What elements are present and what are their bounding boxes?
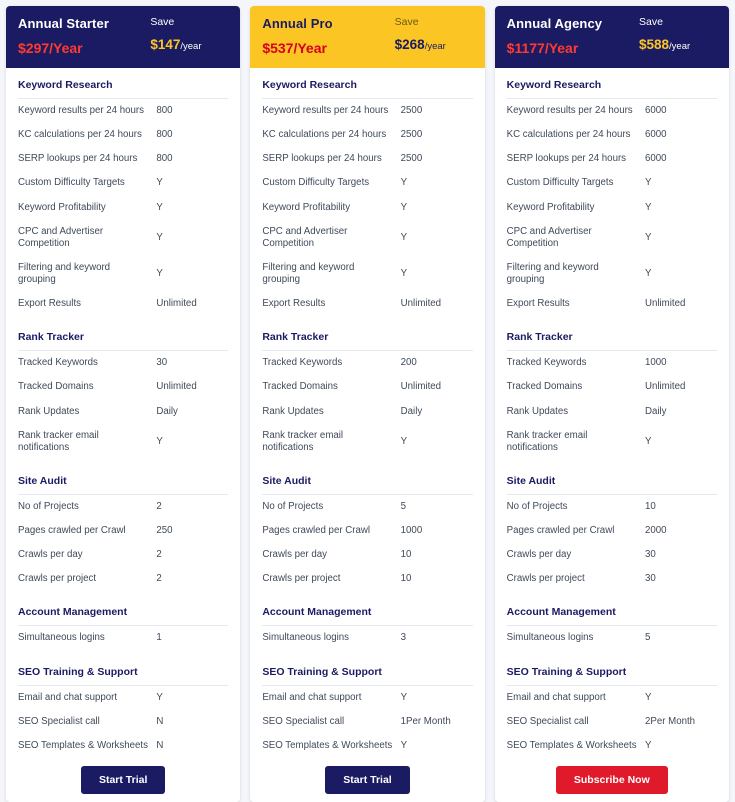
feature-value: 3 xyxy=(400,632,407,644)
feature-row xyxy=(507,351,717,375)
feature-value: N xyxy=(156,739,164,751)
feature-row xyxy=(507,196,717,220)
feature-row xyxy=(507,99,717,123)
feature-value: Y xyxy=(644,231,652,243)
feature-label: Simultaneous logins xyxy=(506,632,594,644)
feature-row xyxy=(18,147,228,171)
feature-label: Crawls per project xyxy=(18,573,97,585)
feature-label: Pages crawled per Crawl xyxy=(506,525,615,536)
plan-price: $1177/Year xyxy=(506,40,579,56)
feature-value: 2500 xyxy=(400,153,423,165)
feature-value: Y xyxy=(156,691,163,703)
feature-row xyxy=(262,734,472,758)
feature-section xyxy=(495,464,729,592)
feature-section xyxy=(495,320,729,460)
plan-price: $537/Year xyxy=(262,40,327,56)
feature-label: Rank tracker email notifications xyxy=(506,429,588,453)
feature-row xyxy=(262,567,472,591)
feature-value: 6000 xyxy=(644,105,667,116)
feature-label: Crawls per project xyxy=(506,573,585,585)
feature-row xyxy=(18,196,228,220)
feature-row xyxy=(18,375,228,399)
feature-section-title: Site Audit xyxy=(262,464,472,495)
feature-row xyxy=(507,734,717,758)
feature-section-title: Rank Tracker xyxy=(507,320,717,351)
feature-value: 2 xyxy=(156,500,162,512)
feature-label: Custom Difficulty Targets xyxy=(506,177,614,189)
feature-section-title: Site Audit xyxy=(18,464,228,495)
feature-label: Pages crawled per Crawl xyxy=(18,525,126,536)
feature-label: Filtering and keyword grouping xyxy=(506,261,599,285)
feature-section xyxy=(6,595,240,650)
plan-header-right xyxy=(395,16,473,52)
feature-value: Y xyxy=(156,267,163,279)
feature-row xyxy=(507,543,717,567)
plan-save-label: Save xyxy=(638,16,663,28)
feature-label: No of Projects xyxy=(506,500,568,512)
feature-value: Y xyxy=(400,267,408,279)
feature-label: Tracked Domains xyxy=(506,381,583,393)
plan-save-period: /year xyxy=(669,41,691,52)
feature-label: Tracked Keywords xyxy=(18,357,98,369)
pricing-plan-card xyxy=(6,6,240,802)
feature-label: Custom Difficulty Targets xyxy=(18,177,125,189)
feature-label: Tracked Domains xyxy=(18,381,94,393)
feature-row xyxy=(507,375,717,399)
feature-row xyxy=(262,171,472,195)
feature-value: 2Per Month xyxy=(644,715,696,727)
feature-value: Y xyxy=(644,177,652,189)
feature-section-title: Account Management xyxy=(262,595,472,626)
feature-value: 6000 xyxy=(644,153,667,165)
feature-label: Crawls per day xyxy=(506,549,572,561)
feature-section xyxy=(495,595,729,650)
feature-row xyxy=(262,196,472,220)
feature-value: Y xyxy=(644,739,652,751)
feature-label: Rank tracker email notifications xyxy=(18,429,99,453)
feature-value: 1Per Month xyxy=(400,715,451,727)
feature-row xyxy=(18,99,228,123)
feature-value: 30 xyxy=(644,549,656,561)
feature-label: SEO Templates & Worksheets xyxy=(506,739,637,751)
feature-row xyxy=(507,686,717,710)
feature-section-title: Account Management xyxy=(18,595,228,626)
feature-row xyxy=(18,710,228,734)
feature-label: Simultaneous logins xyxy=(262,632,350,644)
feature-label: Tracked Keywords xyxy=(506,357,587,369)
feature-row xyxy=(18,626,228,650)
feature-label: SERP lookups per 24 hours xyxy=(262,153,382,165)
feature-section-title: Keyword Research xyxy=(18,68,228,99)
feature-label: Keyword Profitability xyxy=(506,201,595,213)
feature-row xyxy=(507,567,717,591)
plan-header xyxy=(6,6,240,68)
feature-value: 6000 xyxy=(644,129,667,141)
feature-label: Pages crawled per Crawl xyxy=(262,525,371,536)
feature-value: 800 xyxy=(156,129,173,141)
feature-label: Email and chat support xyxy=(18,691,118,703)
feature-label: Keyword Profitability xyxy=(18,201,106,213)
feature-row xyxy=(262,519,472,543)
feature-label: CPC and Advertiser Competition xyxy=(18,225,104,249)
feature-section xyxy=(6,320,240,460)
feature-label: Export Results xyxy=(18,298,81,310)
feature-label: SEO Specialist call xyxy=(262,715,345,727)
plan-save-amount xyxy=(150,37,201,52)
feature-row xyxy=(262,495,472,519)
feature-value: Daily xyxy=(644,405,667,417)
feature-label: SEO Specialist call xyxy=(506,715,589,727)
feature-label: Keyword Profitability xyxy=(262,201,351,213)
feature-value: Unlimited xyxy=(644,298,686,310)
feature-label: Export Results xyxy=(262,298,326,310)
feature-value: Daily xyxy=(400,405,423,417)
feature-section-title: Rank Tracker xyxy=(18,320,228,351)
feature-row xyxy=(507,519,717,543)
feature-label: Keyword results per 24 hours xyxy=(262,105,389,116)
feature-value: Unlimited xyxy=(156,381,197,393)
feature-row xyxy=(507,256,717,292)
feature-value: 10 xyxy=(644,500,656,512)
feature-row xyxy=(18,400,228,424)
feature-row xyxy=(262,543,472,567)
feature-row xyxy=(262,710,472,734)
feature-value: Unlimited xyxy=(644,381,686,393)
plan-save-amount-value: $268 xyxy=(394,37,425,52)
feature-section xyxy=(495,655,729,758)
feature-row xyxy=(507,400,717,424)
feature-row xyxy=(18,519,228,543)
feature-value: Daily xyxy=(156,405,178,417)
plan-save-amount-value: $588 xyxy=(638,37,670,52)
feature-label: Tracked Domains xyxy=(262,381,338,393)
feature-label: No of Projects xyxy=(262,500,324,512)
plan-header xyxy=(250,6,484,68)
feature-label: Custom Difficulty Targets xyxy=(262,177,370,189)
feature-value: Y xyxy=(644,691,652,703)
feature-row xyxy=(262,123,472,147)
feature-label: KC calculations per 24 hours xyxy=(18,129,142,141)
feature-value: Y xyxy=(400,691,408,703)
feature-label: Email and chat support xyxy=(262,691,362,703)
feature-value: 800 xyxy=(156,105,173,116)
feature-label: Keyword results per 24 hours xyxy=(18,105,144,116)
feature-value: 10 xyxy=(400,573,412,585)
feature-value: Y xyxy=(400,739,408,751)
feature-label: Keyword results per 24 hours xyxy=(506,105,633,116)
feature-row xyxy=(18,351,228,375)
plan-cta-container xyxy=(6,766,240,794)
feature-value: 1000 xyxy=(644,357,667,369)
feature-section xyxy=(250,464,484,592)
feature-value: 30 xyxy=(644,573,656,585)
plan-header-left xyxy=(262,16,332,56)
feature-row xyxy=(18,424,228,460)
plan-header-right xyxy=(150,16,228,52)
feature-row xyxy=(507,220,717,256)
feature-value: Y xyxy=(400,177,408,189)
plan-save-label: Save xyxy=(394,16,419,28)
feature-row xyxy=(507,147,717,171)
feature-row xyxy=(507,626,717,650)
feature-label: Crawls per project xyxy=(262,573,341,585)
feature-label: CPC and Advertiser Competition xyxy=(262,225,348,249)
feature-label: Rank Updates xyxy=(506,405,569,417)
feature-section xyxy=(250,320,484,460)
plan-header-right xyxy=(639,16,717,52)
pricing-plan-card xyxy=(495,6,729,802)
feature-value: Y xyxy=(400,201,408,213)
feature-section-title: SEO Training & Support xyxy=(262,655,472,686)
feature-row xyxy=(18,292,228,316)
plan-price: $297/Year xyxy=(18,40,83,56)
feature-row xyxy=(18,567,228,591)
feature-value: 5 xyxy=(644,632,651,644)
feature-value: 200 xyxy=(400,357,417,369)
feature-row xyxy=(18,734,228,758)
feature-section-title: Site Audit xyxy=(507,464,717,495)
feature-value: Y xyxy=(156,201,163,213)
feature-section-title: Rank Tracker xyxy=(262,320,472,351)
feature-label: KC calculations per 24 hours xyxy=(262,129,387,141)
feature-label: Rank tracker email notifications xyxy=(262,429,344,453)
feature-row xyxy=(262,686,472,710)
feature-value: Y xyxy=(156,435,163,447)
feature-value: 1000 xyxy=(400,525,423,536)
feature-section-title: Keyword Research xyxy=(507,68,717,99)
plan-save-period: /year xyxy=(180,41,202,52)
plan-save-amount xyxy=(639,37,690,52)
feature-section xyxy=(250,655,484,758)
feature-row xyxy=(262,626,472,650)
feature-value: 800 xyxy=(156,153,173,165)
feature-row xyxy=(507,424,717,460)
feature-value: Unlimited xyxy=(400,381,442,393)
feature-section-title: SEO Training & Support xyxy=(18,655,228,686)
feature-value: 1 xyxy=(156,632,162,644)
feature-section xyxy=(6,464,240,592)
subscribe-now-button[interactable]: Subscribe Now xyxy=(556,766,668,794)
feature-value: 2 xyxy=(156,549,162,561)
feature-label: SERP lookups per 24 hours xyxy=(18,153,138,165)
feature-row xyxy=(262,147,472,171)
feature-row xyxy=(18,171,228,195)
feature-value: Y xyxy=(156,231,163,243)
feature-row xyxy=(262,375,472,399)
feature-value: Y xyxy=(156,177,163,189)
plan-save-amount-value: $147 xyxy=(150,37,181,52)
feature-value: Y xyxy=(644,267,652,279)
feature-label: Rank Updates xyxy=(262,405,324,417)
feature-row xyxy=(18,686,228,710)
feature-section-title: SEO Training & Support xyxy=(507,655,717,686)
feature-value: 250 xyxy=(156,525,173,536)
start-trial-button[interactable]: Start Trial xyxy=(81,766,165,794)
plan-save-amount xyxy=(395,37,446,52)
start-trial-button[interactable]: Start Trial xyxy=(325,766,409,794)
feature-label: Crawls per day xyxy=(262,549,327,561)
feature-row xyxy=(18,220,228,256)
feature-row xyxy=(18,495,228,519)
plan-save-period: /year xyxy=(424,41,446,52)
feature-value: 30 xyxy=(156,357,168,369)
feature-value: 2500 xyxy=(400,129,423,141)
feature-label: Tracked Keywords xyxy=(262,357,343,369)
feature-row xyxy=(507,171,717,195)
plan-cta-container xyxy=(495,766,729,794)
feature-section-title: Account Management xyxy=(507,595,717,626)
feature-row xyxy=(262,424,472,460)
feature-row xyxy=(18,123,228,147)
feature-value: 2 xyxy=(156,573,162,585)
feature-section xyxy=(250,595,484,650)
pricing-plan-card xyxy=(250,6,484,802)
feature-value: Y xyxy=(644,201,652,213)
feature-label: Simultaneous logins xyxy=(18,632,105,644)
plan-header-left xyxy=(18,16,109,56)
feature-row xyxy=(507,710,717,734)
feature-row xyxy=(507,292,717,316)
plan-name: Annual Pro xyxy=(262,16,333,31)
feature-row xyxy=(18,543,228,567)
feature-row xyxy=(18,256,228,292)
feature-label: SEO Specialist call xyxy=(18,715,100,727)
feature-row xyxy=(262,351,472,375)
feature-section xyxy=(6,68,240,316)
plan-save-label: Save xyxy=(150,16,175,28)
feature-section xyxy=(250,68,484,316)
plan-name: Annual Starter xyxy=(18,16,109,31)
feature-section xyxy=(6,655,240,758)
feature-value: 2500 xyxy=(400,105,423,116)
feature-label: CPC and Advertiser Competition xyxy=(506,225,592,249)
feature-row xyxy=(507,495,717,519)
feature-label: No of Projects xyxy=(18,500,79,512)
feature-row xyxy=(262,292,472,316)
feature-label: SEO Templates & Worksheets xyxy=(18,739,148,751)
feature-label: Rank Updates xyxy=(18,405,80,417)
feature-value: Y xyxy=(400,435,408,447)
feature-row xyxy=(507,123,717,147)
feature-value: N xyxy=(156,715,164,727)
feature-section xyxy=(495,68,729,316)
feature-label: Filtering and keyword grouping xyxy=(18,261,111,285)
feature-value: 10 xyxy=(400,549,412,561)
feature-row xyxy=(262,256,472,292)
feature-value: Unlimited xyxy=(156,298,197,310)
feature-section-title: Keyword Research xyxy=(262,68,472,99)
feature-row xyxy=(262,400,472,424)
plan-header xyxy=(495,6,729,68)
feature-value: Y xyxy=(400,231,408,243)
feature-row xyxy=(262,99,472,123)
feature-label: Crawls per day xyxy=(18,549,83,561)
feature-label: Email and chat support xyxy=(506,691,606,703)
plan-header-left xyxy=(507,16,602,56)
feature-label: Export Results xyxy=(506,298,570,310)
feature-value: Y xyxy=(644,435,652,447)
plan-name: Annual Agency xyxy=(506,16,603,31)
feature-value: Unlimited xyxy=(400,298,442,310)
plan-cta-container xyxy=(250,766,484,794)
feature-label: SEO Templates & Worksheets xyxy=(262,739,393,751)
feature-label: KC calculations per 24 hours xyxy=(506,129,631,141)
feature-value: 2000 xyxy=(644,525,667,536)
feature-value: 5 xyxy=(400,500,407,512)
feature-label: Filtering and keyword grouping xyxy=(262,261,355,285)
feature-label: SERP lookups per 24 hours xyxy=(506,153,627,165)
feature-row xyxy=(262,220,472,256)
